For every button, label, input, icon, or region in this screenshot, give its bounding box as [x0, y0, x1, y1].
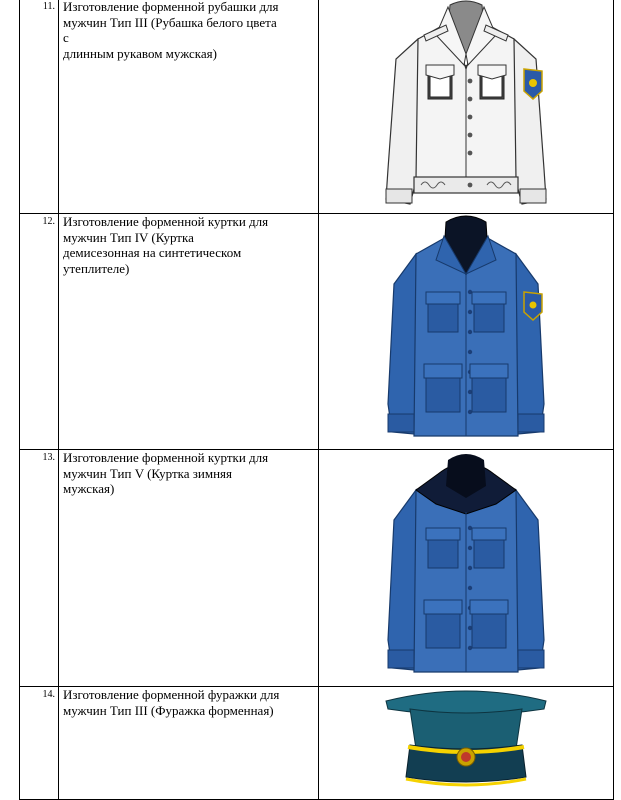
item-description: Изготовление форменной фуражки для мужчин Тип III (Фуражка форменная): [63, 687, 280, 718]
table-row: [20, 687, 614, 800]
description-cell: [59, 687, 319, 800]
image-cell: [319, 687, 614, 800]
image-cell: [319, 0, 614, 214]
description-cell: [59, 450, 319, 687]
image-cell: [319, 214, 614, 450]
row-number: 13.: [42, 452, 55, 463]
row-number: 14.: [42, 689, 55, 700]
demi-season-jacket-image: [366, 214, 566, 448]
item-description: Изготовление форменной рубашки для мужчин Тип III (Рубашка белого цвета с длинным рукавом мужская): [63, 0, 279, 61]
row-number-cell: [20, 687, 59, 800]
table-row: [20, 450, 614, 687]
image-cell: [319, 450, 614, 687]
row-number-cell: [20, 450, 59, 687]
uniform-items-table: [19, 0, 614, 800]
winter-jacket-image: [366, 450, 566, 684]
white-shirt-image: [366, 0, 566, 211]
description-cell: [59, 214, 319, 450]
item-description: Изготовление форменной куртки для мужчин Тип V (Куртка зимняя мужская): [63, 450, 269, 496]
row-number: 12.: [42, 216, 55, 227]
item-description: Изготовление форменной куртки для мужчин Тип IV (Куртка демисезонная на синтетическом утеплителе): [63, 214, 269, 276]
row-number-cell: [20, 0, 59, 214]
description-cell: [59, 0, 319, 214]
table-row: [20, 0, 614, 214]
row-number: 11.: [42, 1, 55, 12]
row-number-cell: [20, 214, 59, 450]
peaked-cap-image: [366, 687, 566, 797]
table-row: [20, 214, 614, 450]
